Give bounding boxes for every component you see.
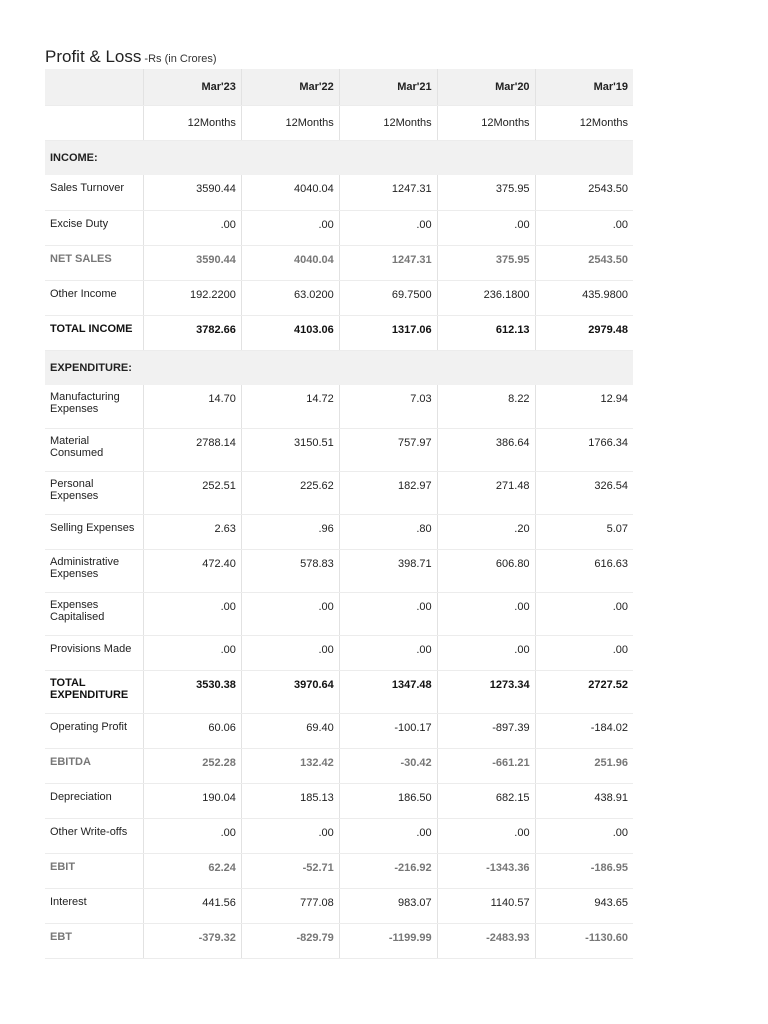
value-cell: 757.97 — [339, 428, 437, 471]
value-cell: 2727.52 — [535, 670, 633, 713]
value-cell: 182.97 — [339, 471, 437, 514]
value-cell: -100.17 — [339, 713, 437, 748]
row-label: EBIT — [45, 853, 144, 888]
table-row — [45, 713, 633, 748]
table-row — [45, 471, 633, 514]
value-cell: -829.79 — [241, 923, 339, 958]
value-cell: .00 — [339, 592, 437, 635]
value-cell: 190.04 — [144, 783, 242, 818]
value-cell: 1247.31 — [339, 245, 437, 280]
section-title: EXPENDITURE: — [50, 361, 132, 374]
value-cell: 1347.48 — [339, 670, 437, 713]
value-cell: 3150.51 — [241, 428, 339, 471]
value-cell: 14.70 — [144, 385, 242, 428]
value-cell: 1247.31 — [339, 175, 437, 210]
value-cell: 225.62 — [241, 471, 339, 514]
value-cell: 132.42 — [241, 748, 339, 783]
row-label: Manufacturing Expenses — [45, 385, 144, 428]
row-label: EBITDA — [45, 748, 144, 783]
table-row — [45, 315, 633, 350]
value-cell: 2.63 — [144, 514, 242, 549]
row-label: Selling Expenses — [45, 514, 144, 549]
value-cell: 62.24 — [144, 853, 242, 888]
row-label: Excise Duty — [45, 210, 144, 245]
table-row — [45, 818, 633, 853]
value-cell: 186.50 — [339, 783, 437, 818]
header-row-period — [45, 105, 633, 140]
row-label: Expenses Capitalised — [45, 592, 144, 635]
section-header-row — [45, 350, 633, 385]
value-cell: 5.07 — [535, 514, 633, 549]
value-cell: 1766.34 — [535, 428, 633, 471]
value-cell: .00 — [535, 818, 633, 853]
value-cell: -2483.93 — [437, 923, 535, 958]
value-cell: 252.51 — [144, 471, 242, 514]
column-header: Mar'20 — [437, 69, 535, 105]
value-cell: 185.13 — [241, 783, 339, 818]
table-row — [45, 280, 633, 315]
value-cell: 12.94 — [535, 385, 633, 428]
value-cell: .00 — [437, 592, 535, 635]
value-cell: 375.95 — [437, 245, 535, 280]
table-row — [45, 592, 633, 635]
value-cell: 7.03 — [339, 385, 437, 428]
value-cell: .00 — [339, 210, 437, 245]
row-label: Administrative Expenses — [45, 549, 144, 592]
value-cell: .80 — [339, 514, 437, 549]
value-cell: 14.72 — [241, 385, 339, 428]
value-cell: .00 — [437, 210, 535, 245]
value-cell: 375.95 — [437, 175, 535, 210]
value-cell: -186.95 — [535, 853, 633, 888]
value-cell: 1317.06 — [339, 315, 437, 350]
value-cell: 2543.50 — [535, 175, 633, 210]
row-label: Sales Turnover — [45, 175, 144, 210]
value-cell: .00 — [437, 818, 535, 853]
period-cell: 12Months — [437, 105, 535, 140]
value-cell: -1130.60 — [535, 923, 633, 958]
value-cell: -52.71 — [241, 853, 339, 888]
value-cell: -1343.36 — [437, 853, 535, 888]
value-cell: 3590.44 — [144, 175, 242, 210]
value-cell: 3970.64 — [241, 670, 339, 713]
value-cell: 8.22 — [437, 385, 535, 428]
value-cell: 60.06 — [144, 713, 242, 748]
table-row — [45, 385, 633, 428]
unit-label: -Rs (in Crores) — [141, 53, 217, 65]
table-row — [45, 888, 633, 923]
value-cell: 578.83 — [241, 549, 339, 592]
value-cell: .00 — [241, 592, 339, 635]
table-row — [45, 245, 633, 280]
row-label: Operating Profit — [45, 713, 144, 748]
value-cell: .00 — [339, 635, 437, 670]
table-row — [45, 670, 633, 713]
value-cell: 612.13 — [437, 315, 535, 350]
row-label: NET SALES — [45, 245, 144, 280]
value-cell: 192.2200 — [144, 280, 242, 315]
table-row — [45, 783, 633, 818]
column-header: Mar'19 — [535, 69, 633, 105]
row-label: Provisions Made — [45, 635, 144, 670]
value-cell: .00 — [144, 635, 242, 670]
row-label: Personal Expenses — [45, 471, 144, 514]
value-cell: .00 — [437, 635, 535, 670]
row-label: EBT — [45, 923, 144, 958]
table-row — [45, 853, 633, 888]
value-cell: 326.54 — [535, 471, 633, 514]
value-cell: 606.80 — [437, 549, 535, 592]
table-body — [45, 69, 633, 958]
value-cell: .00 — [241, 635, 339, 670]
value-cell: 1273.34 — [437, 670, 535, 713]
period-cell: 12Months — [535, 105, 633, 140]
value-cell: 4040.04 — [241, 245, 339, 280]
row-label: Other Write-offs — [45, 818, 144, 853]
value-cell: 251.96 — [535, 748, 633, 783]
table-row — [45, 428, 633, 471]
row-label: Material Consumed — [45, 428, 144, 471]
table-row — [45, 210, 633, 245]
value-cell: 3782.66 — [144, 315, 242, 350]
value-cell: 69.7500 — [339, 280, 437, 315]
value-cell: 438.91 — [535, 783, 633, 818]
value-cell: 2788.14 — [144, 428, 242, 471]
value-cell: 386.64 — [437, 428, 535, 471]
value-cell: .00 — [241, 210, 339, 245]
value-cell: 682.15 — [437, 783, 535, 818]
value-cell: 69.40 — [241, 713, 339, 748]
value-cell: .00 — [339, 818, 437, 853]
value-cell: .00 — [144, 592, 242, 635]
period-cell: 12Months — [241, 105, 339, 140]
column-header: Mar'21 — [339, 69, 437, 105]
period-corner-cell — [45, 105, 144, 140]
value-cell: 983.07 — [339, 888, 437, 923]
value-cell: 616.63 — [535, 549, 633, 592]
header-row-years — [45, 69, 633, 105]
table-row — [45, 175, 633, 210]
row-label: Interest — [45, 888, 144, 923]
value-cell: 271.48 — [437, 471, 535, 514]
value-cell: 435.9800 — [535, 280, 633, 315]
row-label: TOTAL INCOME — [45, 315, 144, 350]
value-cell: .00 — [241, 818, 339, 853]
profit-loss-table — [45, 69, 633, 959]
row-label: TOTAL EXPENDITURE — [45, 670, 144, 713]
column-header: Mar'22 — [241, 69, 339, 105]
value-cell: 4040.04 — [241, 175, 339, 210]
value-cell: .00 — [144, 818, 242, 853]
value-cell: 398.71 — [339, 549, 437, 592]
period-cell: 12Months — [339, 105, 437, 140]
value-cell: 943.65 — [535, 888, 633, 923]
table-row — [45, 514, 633, 549]
value-cell: 63.0200 — [241, 280, 339, 315]
value-cell: .20 — [437, 514, 535, 549]
value-cell: 236.1800 — [437, 280, 535, 315]
table-row — [45, 549, 633, 592]
value-cell: .00 — [535, 210, 633, 245]
value-cell: -897.39 — [437, 713, 535, 748]
value-cell: -661.21 — [437, 748, 535, 783]
value-cell: -379.32 — [144, 923, 242, 958]
value-cell: 4103.06 — [241, 315, 339, 350]
value-cell: 1140.57 — [437, 888, 535, 923]
table-row — [45, 635, 633, 670]
value-cell: 2979.48 — [535, 315, 633, 350]
period-cell: 12Months — [144, 105, 242, 140]
value-cell: .00 — [535, 635, 633, 670]
value-cell: -216.92 — [339, 853, 437, 888]
value-cell: -30.42 — [339, 748, 437, 783]
row-label: Other Income — [45, 280, 144, 315]
table-row — [45, 748, 633, 783]
value-cell: 3590.44 — [144, 245, 242, 280]
value-cell: 777.08 — [241, 888, 339, 923]
value-cell: .00 — [535, 592, 633, 635]
value-cell: -184.02 — [535, 713, 633, 748]
value-cell: 472.40 — [144, 549, 242, 592]
row-label: Depreciation — [45, 783, 144, 818]
value-cell: .00 — [144, 210, 242, 245]
table-row — [45, 923, 633, 958]
value-cell: 2543.50 — [535, 245, 633, 280]
column-header: Mar'23 — [144, 69, 242, 105]
page-title: Profit & Loss — [45, 47, 142, 66]
value-cell: 3530.38 — [144, 670, 242, 713]
value-cell: .96 — [241, 514, 339, 549]
header-corner-cell — [45, 69, 144, 105]
value-cell: 252.28 — [144, 748, 242, 783]
section-title: INCOME: — [50, 151, 98, 164]
page-header — [45, 47, 217, 67]
value-cell: 441.56 — [144, 888, 242, 923]
section-header-row — [45, 140, 633, 175]
value-cell: -1199.99 — [339, 923, 437, 958]
